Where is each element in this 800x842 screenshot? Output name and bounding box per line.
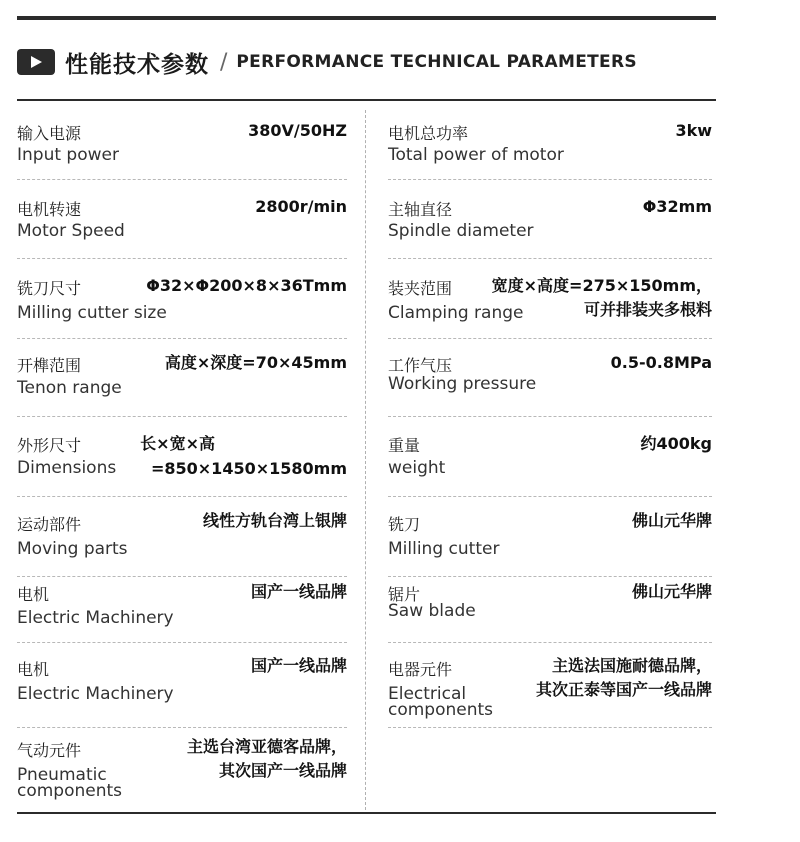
spec-row [17, 338, 347, 417]
spec-label-en: Electrical [388, 684, 467, 704]
spec-label-cn: 铣刀尺寸 [17, 279, 82, 298]
spec-value: 国产一线品牌 [250, 656, 347, 675]
spec-label-en: Spindle diameter [388, 221, 534, 241]
spec-row [17, 727, 347, 812]
title-separator: / [220, 49, 228, 75]
spec-value-line2: 其次国产一线品牌 [218, 761, 347, 780]
spec-value-line2: 可并排装夹多根料 [583, 300, 712, 319]
spec-label-en: Saw blade [388, 601, 476, 621]
spec-row [17, 496, 347, 577]
spec-value: Φ32×Φ200×8×36Tmm [146, 276, 347, 295]
bottom-rule [17, 812, 716, 814]
spec-label-en: Moving parts [17, 539, 128, 559]
spec-value: 宽度×高度=275×150mm， [491, 276, 712, 295]
spec-row [17, 258, 347, 339]
spec-label-en: Tenon range [17, 378, 122, 398]
top-rule [17, 16, 716, 20]
spec-label-en: Dimensions [17, 458, 117, 478]
spec-value-line2: =850×1450×1580mm [150, 459, 347, 478]
spec-label-cn: 电机 [17, 585, 50, 604]
spec-row [388, 101, 712, 180]
spec-label-en: Total power of motor [388, 145, 564, 165]
spec-label-cn: 电机 [17, 660, 50, 679]
spec-label-cn: 运动部件 [17, 515, 82, 534]
spec-label-en: Milling cutter [388, 539, 500, 559]
spec-value-line2: 其次正泰等国产一线品牌 [535, 680, 712, 699]
spec-label-cn: 重量 [388, 436, 421, 455]
spec-value: 佛山元华牌 [631, 511, 712, 530]
spec-value: 国产一线品牌 [250, 582, 347, 601]
spec-label-en: Input power [17, 145, 119, 165]
spec-value: 高度×深度=70×45mm [164, 353, 347, 372]
spec-label-en: Clamping range [388, 303, 524, 323]
section-title-en: PERFORMANCE TECHNICAL PARAMETERS [236, 52, 637, 72]
spec-label-cn: 电器元件 [388, 660, 453, 679]
play-icon [17, 49, 55, 75]
spec-row [388, 642, 712, 728]
spec-value: Φ32mm [642, 197, 712, 216]
spec-label-cn: 外形尺寸 [17, 436, 82, 455]
spec-row [388, 258, 712, 339]
spec-label-en: Electric Machinery [17, 684, 174, 704]
spec-row [388, 338, 712, 417]
spec-value: 线性方轨台湾上银牌 [202, 511, 347, 530]
spec-row [17, 642, 347, 728]
spec-value: 主选台湾亚德客品牌， [186, 737, 347, 756]
spec-row [17, 576, 347, 643]
spec-label-cn: 气动元件 [17, 741, 82, 760]
spec-row [388, 496, 712, 577]
spec-label-en-line2: components [388, 700, 494, 720]
spec-label-cn: 开榫范围 [17, 356, 82, 375]
spec-label-en: Working pressure [388, 374, 537, 394]
spec-label-cn: 铣刀 [388, 515, 421, 534]
spec-row [388, 179, 712, 259]
spec-row [17, 179, 347, 259]
spec-value: 380V/50HZ [248, 121, 347, 140]
spec-row [17, 416, 347, 497]
spec-value: 3kw [675, 121, 712, 140]
spec-label-en: Electric Machinery [17, 608, 174, 628]
spec-label-cn: 电机总功率 [388, 124, 469, 143]
spec-label-en-line2: components [17, 781, 123, 801]
spec-row [388, 416, 712, 497]
spec-value: 主选法国施耐德品牌， [551, 656, 712, 675]
spec-value: 长×宽×高 [140, 434, 215, 453]
spec-value: 佛山元华牌 [631, 582, 712, 601]
section-title-cn: 性能技术参数 [65, 51, 209, 78]
spec-label-cn: 工作气压 [388, 356, 453, 375]
spec-value: 0.5-0.8MPa [610, 353, 712, 372]
spec-label-en: Motor Speed [17, 221, 125, 241]
spec-label-en: weight [388, 458, 446, 478]
spec-row [17, 101, 347, 180]
column-divider [365, 110, 366, 810]
spec-value: 约400kg [640, 434, 712, 453]
spec-label-cn: 装夹范围 [388, 279, 453, 298]
section-header [17, 40, 716, 84]
spec-label-cn: 主轴直径 [388, 200, 453, 219]
spec-label-cn: 锯片 [388, 585, 421, 604]
spec-label-en: Milling cutter size [17, 303, 167, 323]
spec-label-en: Pneumatic [17, 765, 107, 785]
spec-row [388, 576, 712, 643]
spec-value: 2800r/min [255, 197, 347, 216]
spec-label-cn: 电机转速 [17, 200, 82, 219]
spec-label-cn: 输入电源 [17, 124, 82, 143]
